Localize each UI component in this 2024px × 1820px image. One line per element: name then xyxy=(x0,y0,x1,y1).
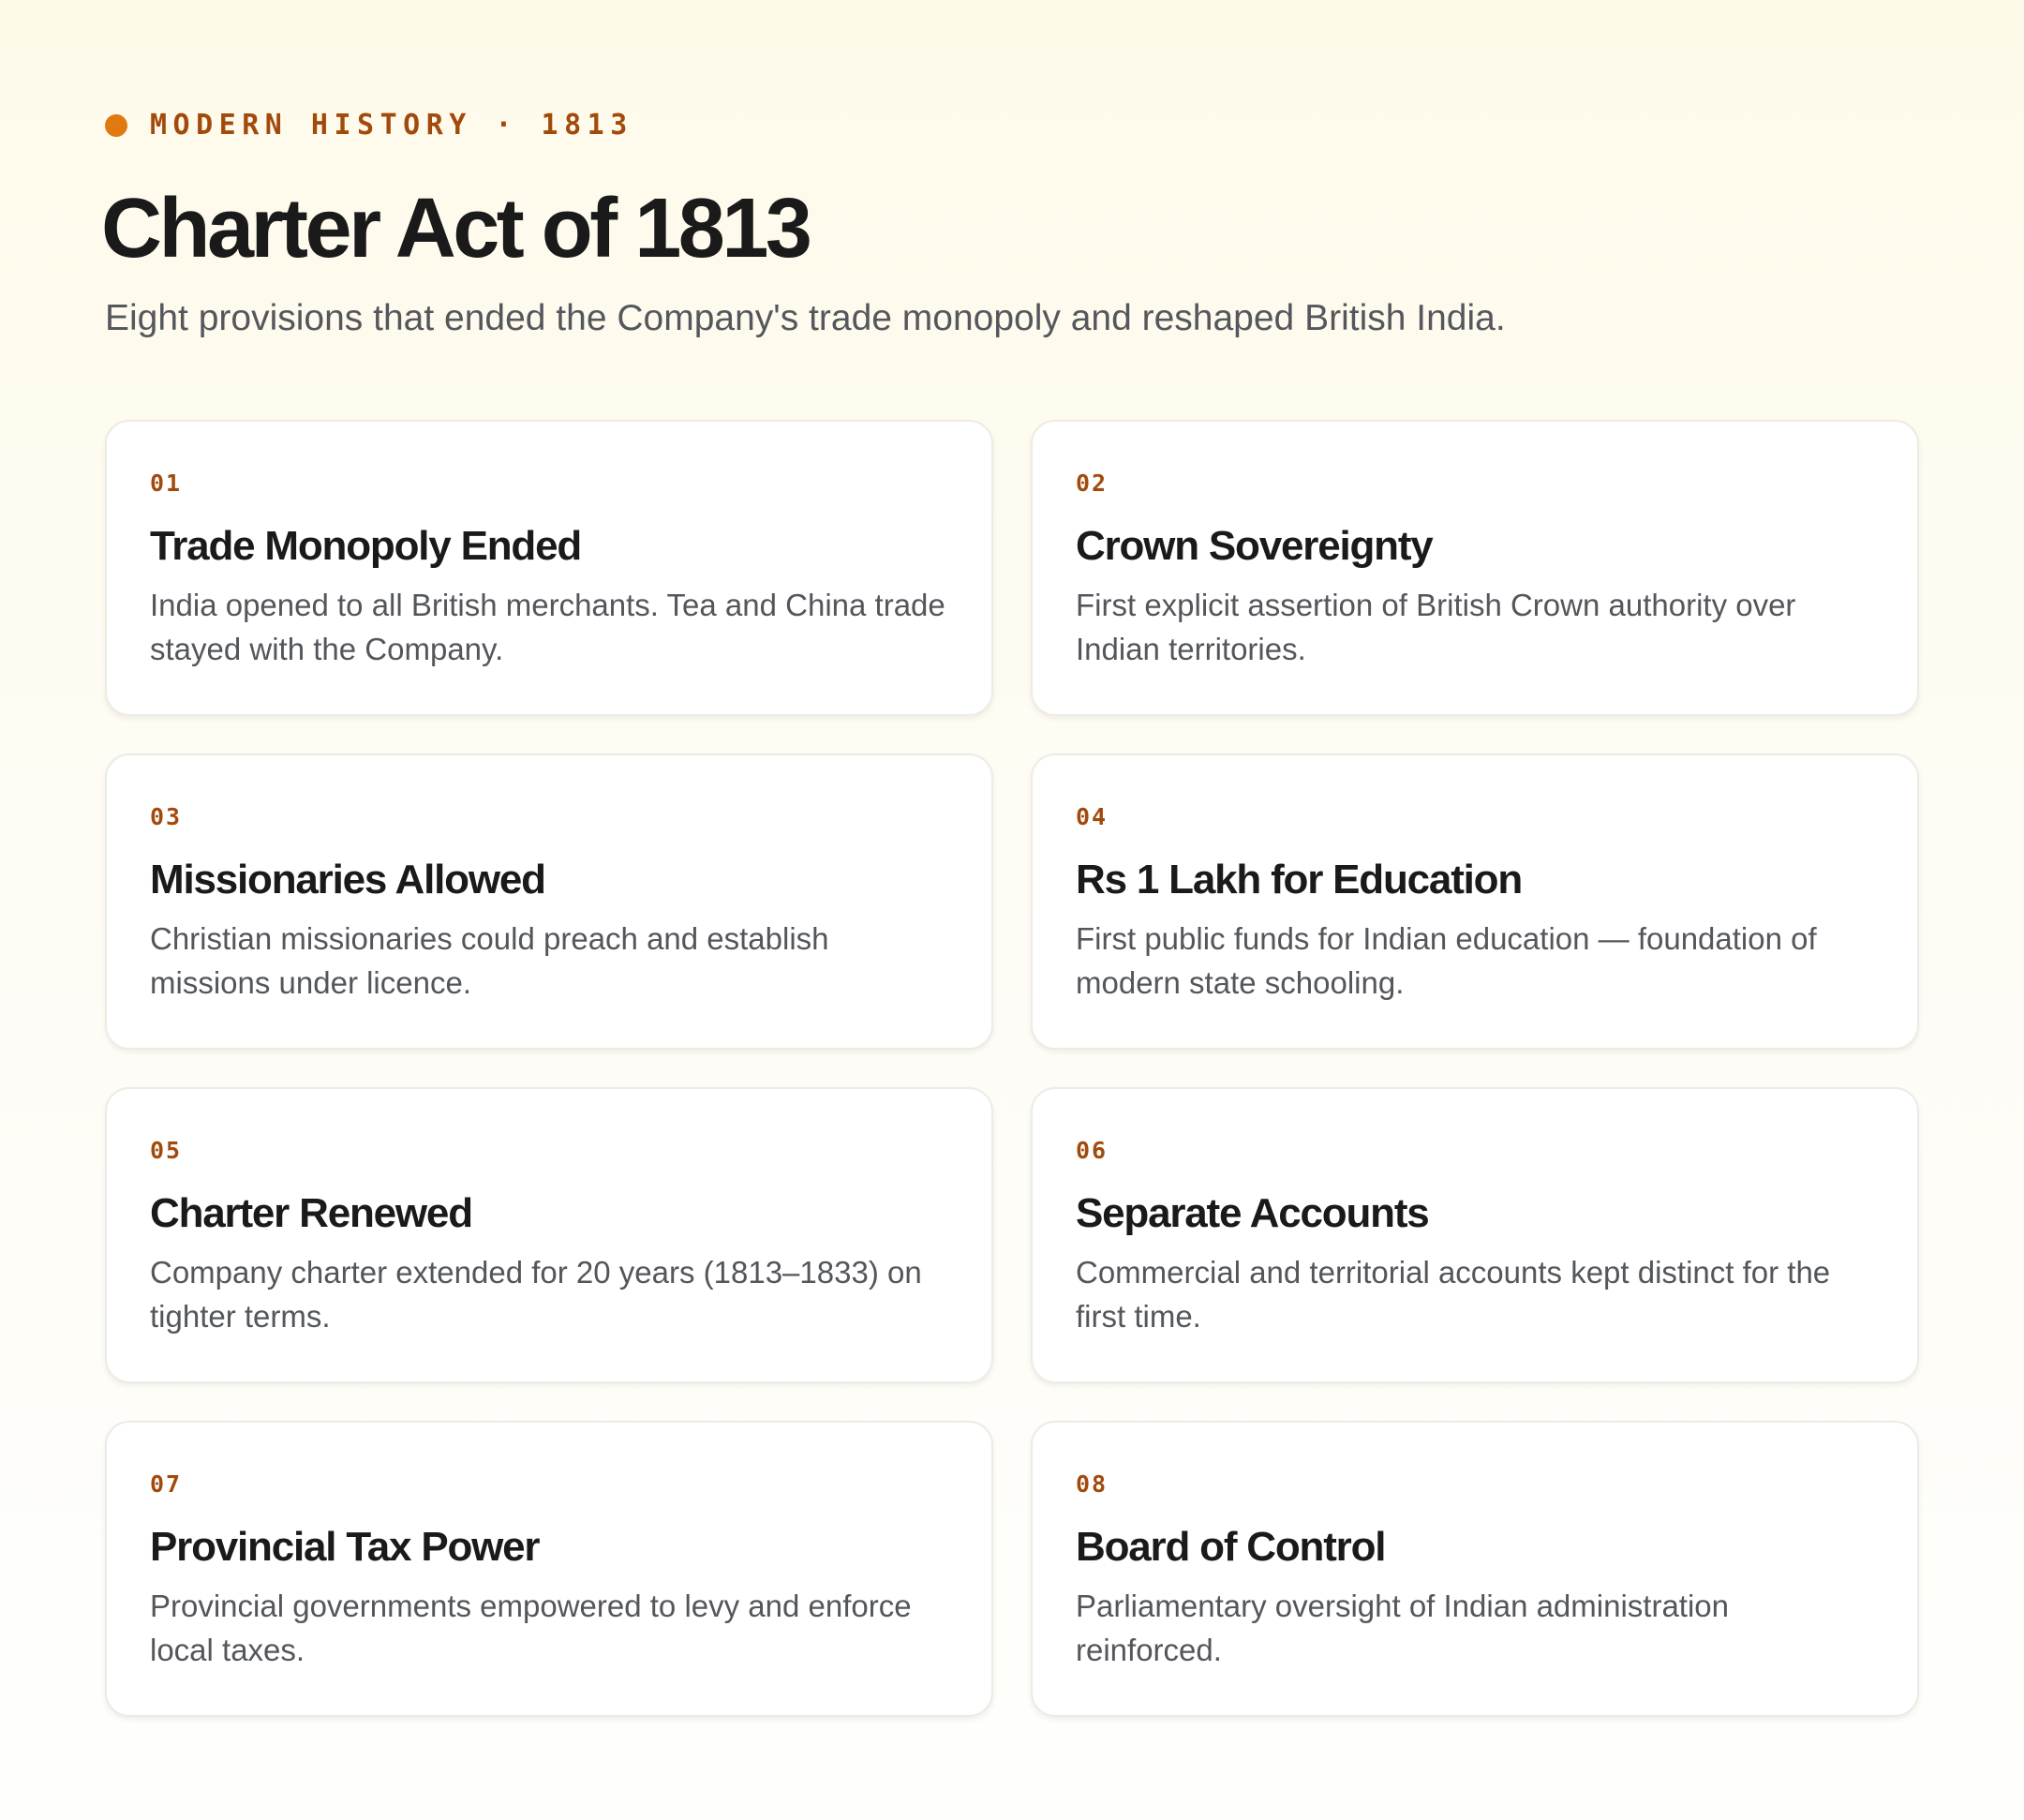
page-title: Charter Act of 1813 xyxy=(101,182,810,276)
provision-card xyxy=(105,420,993,716)
provision-title: Rs 1 Lakh for Education xyxy=(1076,857,1523,903)
provision-description: Provincial governments empowered to levy and enforce local taxes. xyxy=(150,1589,912,1667)
provision-description: Commercial and territorial accounts kept distinct for the first time. xyxy=(1076,1255,1831,1334)
provision-title: Separate Accounts xyxy=(1076,1190,1429,1236)
page-subtitle: Eight provisions that ended the Company's trade monopoly and reshaped British India. xyxy=(105,298,1506,338)
provision-description: Parliamentary oversight of Indian administration reinforced. xyxy=(1076,1589,1730,1667)
eyebrow-label: MODERN HISTORY · 1813 xyxy=(150,109,633,142)
provision-number: 05 xyxy=(150,1137,183,1164)
accent-dot-icon xyxy=(105,114,127,137)
provision-card xyxy=(1031,1087,1919,1383)
provisions-grid xyxy=(105,420,1919,1717)
eyebrow xyxy=(105,109,633,142)
provision-description: India opened to all British merchants. Tea and China trade stayed with the Company. xyxy=(150,588,945,666)
provision-description: First public funds for Indian education — foundation of modern state schooling. xyxy=(1076,921,1817,1000)
provision-description: Company charter extended for 20 years (1813–1833) on tighter terms. xyxy=(150,1255,922,1334)
provision-title: Provincial Tax Power xyxy=(150,1524,540,1570)
provision-card xyxy=(105,753,993,1050)
provision-card xyxy=(105,1421,993,1717)
provision-number: 08 xyxy=(1076,1470,1109,1498)
provision-description: Christian missionaries could preach and establish missions under licence. xyxy=(150,921,829,1000)
provision-title: Trade Monopoly Ended xyxy=(150,523,582,569)
provision-card xyxy=(105,1087,993,1383)
provision-number: 03 xyxy=(150,803,183,830)
provision-number: 02 xyxy=(1076,470,1109,497)
provision-card xyxy=(1031,753,1919,1050)
provision-number: 07 xyxy=(150,1470,183,1498)
provision-number: 06 xyxy=(1076,1137,1109,1164)
provision-title: Missionaries Allowed xyxy=(150,857,545,903)
provision-number: 01 xyxy=(150,470,183,497)
provision-card xyxy=(1031,1421,1919,1717)
provision-number: 04 xyxy=(1076,803,1109,830)
provision-title: Board of Control xyxy=(1076,1524,1386,1570)
provision-description: First explicit assertion of British Crown authority over Indian territories. xyxy=(1076,588,1796,666)
provision-title: Crown Sovereignty xyxy=(1076,523,1433,569)
provision-card xyxy=(1031,420,1919,716)
provision-title: Charter Renewed xyxy=(150,1190,472,1236)
